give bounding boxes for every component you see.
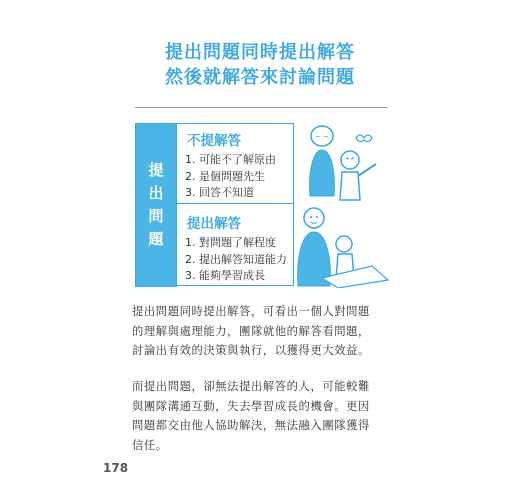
with-answer-heading: 提出解答 xyxy=(187,216,241,232)
with-answer-item: 3. 能夠學習成長 xyxy=(185,269,265,282)
page-number: 178 xyxy=(103,461,129,475)
paragraph-line: 的理解與處理能力，團隊就他的解答看問題， xyxy=(132,324,370,338)
side-char: 題 xyxy=(148,230,164,248)
side-char: 問 xyxy=(148,207,164,225)
no-answer-item: 1. 可能不了解原由 xyxy=(185,153,276,166)
side-char: 提 xyxy=(148,161,164,179)
with-answer-item: 2. 提出解答知道能力 xyxy=(185,252,287,266)
paragraph-line: 而提出問題，卻無法提出解答的人，可能較難 xyxy=(132,380,370,393)
no-answer-item: 3. 回答不知道 xyxy=(185,186,254,199)
with-answer-section xyxy=(176,203,294,286)
angry-person-icon xyxy=(340,135,376,200)
document-sheet-icon xyxy=(322,266,388,288)
paragraph-line: 討論出有效的決策與執行，以獲得更大效益。 xyxy=(132,344,370,357)
confused-person-icon xyxy=(310,126,335,196)
no-answer-item: 2. 是個問題先生 xyxy=(185,169,265,183)
paragraph-line: 問題都交由他人協助解決，無法融入團隊獲得 xyxy=(132,419,370,432)
side-char: 出 xyxy=(148,184,164,202)
paragraph-line: 信任。 xyxy=(132,438,168,452)
page-title xyxy=(0,40,520,90)
paragraph-line: 與團隊溝通互動，失去學習成長的機會。更因 xyxy=(132,399,370,413)
side-label-panel xyxy=(135,123,177,287)
people-illustration-icon xyxy=(292,118,390,288)
paragraph-1 xyxy=(132,302,394,361)
paragraph-line: 提出問題同時提出解答，可看出一個人對問題 xyxy=(132,305,370,318)
svg-text:~ ~: ~ ~ xyxy=(315,133,329,141)
no-answer-section xyxy=(176,123,294,204)
title-line-1: 提出問題同時提出解答 xyxy=(165,42,355,63)
paragraph-2 xyxy=(132,377,394,455)
with-answer-item: 1. 對問題了解程度 xyxy=(185,236,276,249)
title-line-2: 然後就解答來討論問題 xyxy=(165,67,355,88)
helping-person-icon xyxy=(298,208,331,286)
no-answer-heading: 不提解答 xyxy=(187,133,241,149)
divider xyxy=(135,107,387,108)
